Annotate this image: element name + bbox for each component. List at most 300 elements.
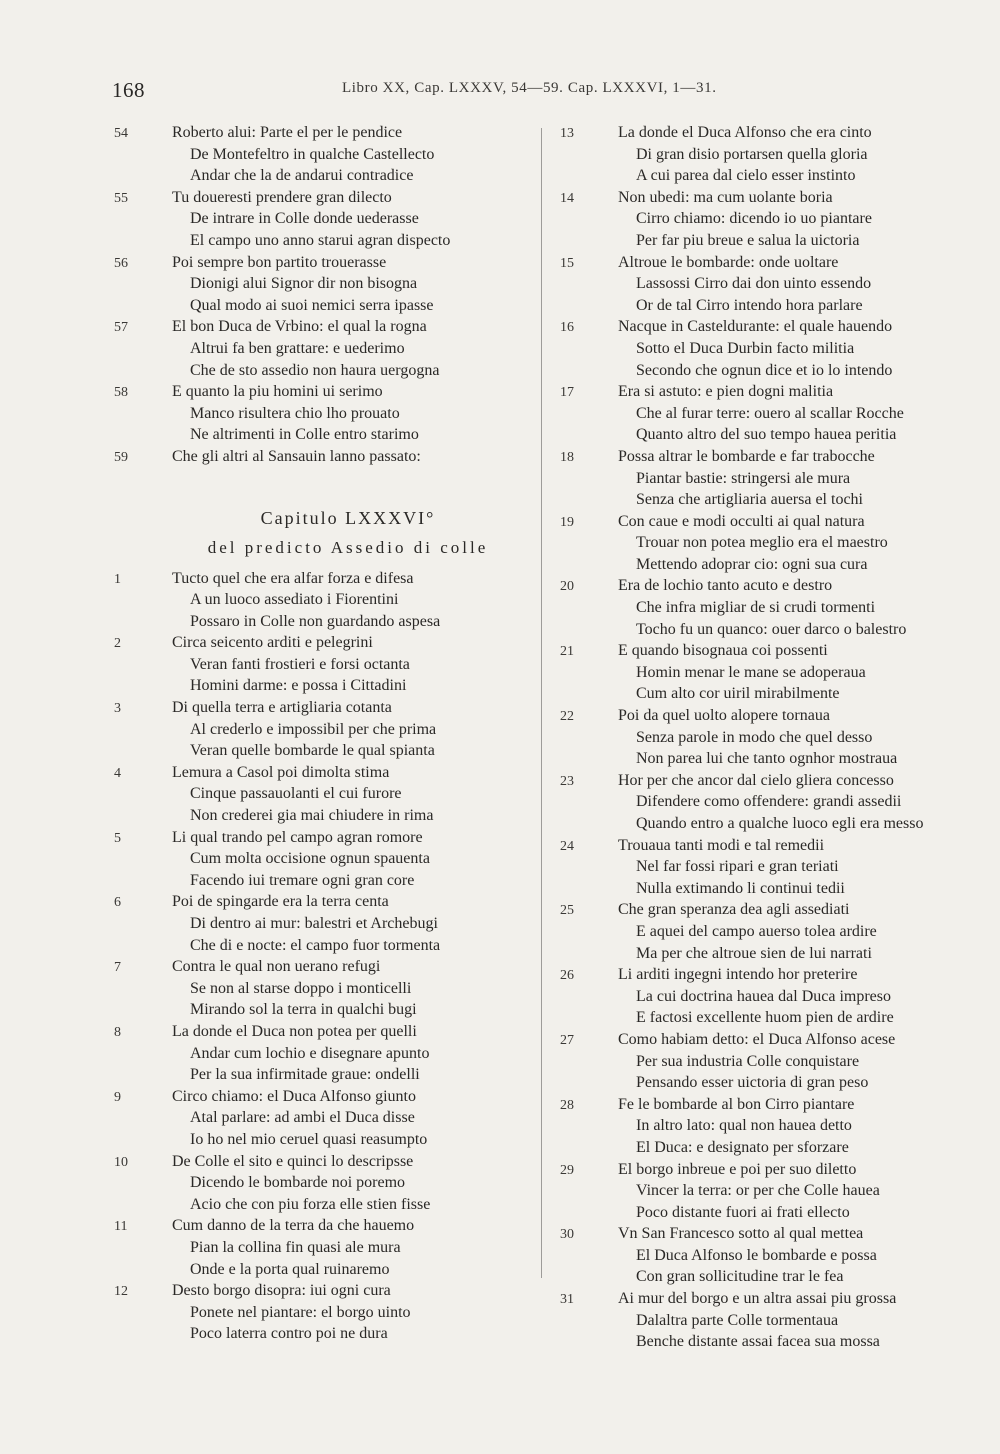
stanza-number: 55 (114, 190, 128, 206)
verse-text: La donde el Duca Alfonso che era cinto (618, 124, 872, 141)
verse-text: Ponete nel piantare: el borgo uinto (190, 1303, 411, 1321)
chapter-title: Capitulo LXXXVI° (260, 507, 436, 528)
verse-line (112, 232, 532, 254)
stanza-number: 25 (560, 903, 574, 919)
verse-text: A cui parea dal cielo esser instinto (636, 167, 856, 185)
verse-line (558, 664, 978, 686)
verse-line (112, 1066, 532, 1088)
verse-text: La cui doctrina hauea dal Duca impreso (636, 987, 891, 1005)
verse-line (112, 613, 532, 635)
stanza (112, 699, 532, 764)
verse-line (112, 340, 532, 362)
verse-text: Qual modo ai suoi nemici serra ipasse (190, 296, 434, 314)
verse-line (558, 793, 978, 815)
stanza (558, 577, 978, 642)
verse-text: Nel far fossi ripari e gran teriati (636, 858, 839, 876)
verse-text: Benche distante assai facea sua mossa (636, 1333, 880, 1351)
verse-line (112, 1174, 532, 1196)
verse-text: Cum alto cor uiril mirabilmente (636, 685, 840, 703)
verse-text: Dionigi alui Signor dir non bisogna (190, 275, 418, 293)
verse-text: Como habiam detto: el Duca Alfonso acese (618, 1030, 896, 1048)
stanza (558, 513, 978, 578)
verse-text: Che infra migliar de si crudi tormenti (636, 599, 876, 617)
stanza-number: 14 (560, 190, 574, 206)
stanza (112, 1023, 532, 1088)
verse-text: Con gran sollicitudine trar le fea (636, 1268, 844, 1286)
stanza-number: 56 (114, 255, 128, 271)
verse-text: Cinque passauolanti el cui furore (190, 785, 402, 803)
verse-line (558, 750, 978, 772)
verse-line (112, 146, 532, 168)
stanza-group-chapter-86 (112, 570, 532, 1347)
stanza (558, 1096, 978, 1161)
stanza-number: 24 (560, 838, 574, 854)
stanza-number: 15 (560, 255, 574, 271)
verse-line (558, 1053, 978, 1075)
verse-text: Ai mur del borgo e un altra assai piu grossa (618, 1290, 897, 1308)
verse-text: Difendere como offendere: grandi assedii (636, 793, 902, 811)
verse-text: Altroue le bombarde: onde uoltare (618, 253, 839, 271)
verse-line (558, 880, 978, 902)
verse-line (558, 901, 978, 923)
verse-text: Secondo che ognun dice et io lo intendo (636, 361, 893, 379)
verse-line (558, 1074, 978, 1096)
verse-text: E aquei del campo auerso tolea ardire (636, 922, 877, 940)
verse-line (112, 721, 532, 743)
stanza-number: 5 (114, 830, 121, 846)
verse-text: El Duca Alfonso le bombarde e possa (636, 1246, 877, 1264)
verse-text: Per la sua infirmitade graue: ondelli (190, 1066, 420, 1084)
verse-line (558, 1333, 978, 1355)
verse-line (558, 210, 978, 232)
verse-line (112, 785, 532, 807)
verse-line (112, 591, 532, 613)
verse-line (112, 1304, 532, 1326)
verse-line (112, 570, 532, 592)
stanza-number: 7 (114, 960, 121, 976)
stanza-number: 58 (114, 385, 128, 401)
verse-line (558, 1117, 978, 1139)
stanza (112, 893, 532, 958)
stanza (112, 124, 532, 189)
stanza (558, 707, 978, 772)
verse-text: Senza parole in modo che quel desso (636, 728, 873, 746)
stanza-number: 8 (114, 1024, 121, 1040)
verse-text: Homin menar le mane se adoperaua (636, 663, 866, 681)
verse-line (558, 254, 978, 276)
verse-text: Poi da quel uolto alopere tornaua (618, 707, 830, 725)
verse-line (112, 1001, 532, 1023)
verse-text: De intrare in Colle donde uederasse (190, 210, 419, 228)
stanza-number: 28 (560, 1097, 574, 1113)
verse-line (112, 699, 532, 721)
stanza (558, 1031, 978, 1096)
stanza-number: 17 (560, 385, 574, 401)
verse-text: Che de sto assedio non haura uergogna (190, 361, 440, 379)
verse-text: Possa altrar le bombarde e far trabocche (618, 447, 875, 465)
verse-text: Mettendo adoprar cio: ogni sua cura (636, 555, 868, 573)
stanza (112, 829, 532, 894)
verse-text: Se non al starse doppo i monticelli (190, 979, 412, 997)
stanza (558, 383, 978, 448)
page-number: 168 (112, 78, 145, 102)
verse-text: Non ubedi: ma cum uolante boria (618, 188, 833, 206)
stanza (112, 448, 532, 470)
verse-line (558, 621, 978, 643)
verse-text: Che gli altri al Sansauin lanno passato: (172, 447, 421, 465)
stanza (558, 642, 978, 707)
verse-line (558, 1204, 978, 1226)
stanza (558, 254, 978, 319)
verse-line (112, 189, 532, 211)
verse-text: Lemura a Casol poi dimolta stima (172, 763, 390, 781)
verse-text: Che gran speranza dea agli assediati (618, 901, 850, 919)
verse-text: Sotto el Duca Durbin facto militia (636, 339, 855, 357)
stanza-number: 27 (560, 1032, 574, 1048)
stanza (112, 1088, 532, 1153)
stanza (558, 966, 978, 1031)
verse-text: Non crederei gia mai chiudere in rima (190, 807, 434, 825)
verse-line (558, 945, 978, 967)
stanza-group-chapter-85 (112, 124, 532, 470)
stanza-number: 11 (114, 1219, 128, 1235)
verse-line (112, 807, 532, 829)
verse-text: Contra le qual non uerano refugi (172, 958, 381, 976)
verse-line (558, 383, 978, 405)
verse-text: Cum danno de la terra da che hauemo (172, 1217, 415, 1235)
verse-text: Con caue e modi occulti ai qual natura (618, 512, 865, 530)
verse-line (558, 232, 978, 254)
stanza-number: 4 (114, 765, 121, 781)
stanza-number: 18 (560, 449, 574, 465)
verse-line (558, 1096, 978, 1118)
verse-line (558, 491, 978, 513)
verse-text: Altrui fa ben grattare: e uederimo (190, 339, 405, 357)
verse-text: Facendo iui tremare ogni gran core (190, 871, 415, 889)
stanza-number: 1 (114, 571, 121, 587)
stanza (558, 901, 978, 966)
verse-line (558, 1225, 978, 1247)
verse-line (112, 383, 532, 405)
verse-text: Al crederlo e impossibil per che prima (190, 720, 437, 738)
verse-text: Che di e nocte: el campo fuor tormenta (190, 936, 441, 954)
verse-text: El campo uno anno starui agran dispecto (190, 231, 451, 249)
stanza (558, 772, 978, 837)
verse-text: Dalaltra parte Colle tormentaua (636, 1311, 839, 1329)
stanza-number: 23 (560, 773, 574, 789)
stanza-number: 59 (114, 449, 128, 465)
stanza-number: 57 (114, 320, 128, 336)
verse-line (558, 685, 978, 707)
chapter-heading (148, 508, 548, 562)
verse-line (112, 656, 532, 678)
stanza-number: 6 (114, 895, 121, 911)
stanza-number: 10 (114, 1154, 128, 1170)
verse-line (558, 1312, 978, 1334)
verse-text: Trouaua tanti modi e tal remedii (618, 836, 825, 854)
verse-text: Di gran disio portarsen quella gloria (636, 145, 868, 163)
verse-line (112, 1261, 532, 1283)
verse-line (558, 1290, 978, 1312)
verse-line (558, 167, 978, 189)
verse-text: Andar cum lochio e disegnare apunto (190, 1044, 430, 1062)
verse-line (112, 829, 532, 851)
stanza (558, 189, 978, 254)
verse-text: Di quella terra e artigliaria cotanta (172, 699, 392, 717)
stanza-number: 31 (560, 1292, 574, 1308)
stanza-number: 2 (114, 636, 121, 652)
verse-line (112, 634, 532, 656)
running-head: Libro XX, Cap. LXXXV, 54—59. Cap. LXXXVI, 1—31. (342, 80, 717, 96)
verse-text: El Duca: e designato per sforzare (636, 1138, 849, 1156)
verse-line (112, 1239, 532, 1261)
verse-text: Andar che la de andarui contradice (190, 167, 414, 185)
verse-line (112, 318, 532, 340)
verse-line (558, 124, 978, 146)
verse-line (112, 254, 532, 276)
verse-line (558, 189, 978, 211)
verse-line (558, 1139, 978, 1161)
stanza (112, 189, 532, 254)
verse-line (558, 966, 978, 988)
verse-line (558, 1268, 978, 1290)
verse-line (558, 556, 978, 578)
verse-text: Nulla extimando li continui tedii (636, 879, 845, 897)
stanza-number: 13 (560, 126, 574, 141)
stanza (112, 318, 532, 383)
stanza (558, 1290, 978, 1355)
stanza (112, 764, 532, 829)
verse-text: Homini darme: e possa i Cittadini (190, 677, 407, 695)
stanza-number: 9 (114, 1089, 121, 1105)
stanza-number: 21 (560, 644, 574, 660)
verse-line (558, 513, 978, 535)
column-divider (541, 128, 542, 1278)
verse-line (558, 275, 978, 297)
verse-line (112, 915, 532, 937)
verse-line (558, 923, 978, 945)
verse-line (558, 772, 978, 794)
stanza-group-chapter-86-continued (558, 124, 978, 1355)
stanza (112, 958, 532, 1023)
verse-text: Pian la collina fin quasi ale mura (190, 1238, 401, 1256)
stanza-number: 30 (560, 1227, 574, 1243)
verse-line (112, 1217, 532, 1239)
verse-line (112, 1131, 532, 1153)
verse-line (558, 815, 978, 837)
verse-text: Li qual trando pel campo agran romore (172, 828, 423, 846)
verse-line (558, 1161, 978, 1183)
stanza-number: 16 (560, 320, 574, 336)
stanza (558, 124, 978, 189)
verse-line (558, 858, 978, 880)
verse-line (112, 167, 532, 189)
verse-text: Trouar non potea meglio era el maestro (636, 534, 888, 552)
verse-text: Per sua industria Colle conquistare (636, 1052, 860, 1070)
verse-text: Poi de spingarde era la terra centa (172, 893, 389, 911)
verse-text: El borgo inbreue e poi per suo diletto (618, 1160, 857, 1178)
verse-line (112, 764, 532, 786)
verse-text: Desto borgo disopra: iui ogni cura (172, 1282, 391, 1300)
verse-line (558, 297, 978, 319)
verse-line (112, 275, 532, 297)
verse-line (558, 448, 978, 470)
verse-line (112, 958, 532, 980)
verse-line (558, 577, 978, 599)
verse-text: Circo chiamo: el Duca Alfonso giunto (172, 1087, 416, 1105)
verse-line (558, 988, 978, 1010)
verse-line (112, 980, 532, 1002)
verse-line (112, 426, 532, 448)
verse-line (112, 872, 532, 894)
verse-text: Roberto alui: Parte el per le pendice (172, 124, 403, 141)
left-column (112, 124, 532, 1347)
stanza (112, 1153, 532, 1218)
verse-text: Per far piu breue e salua la uictoria (636, 231, 860, 249)
verse-text: Ma per che altroue sien de lui narrati (636, 944, 872, 962)
verse-text: Pensando esser uictoria di gran peso (636, 1074, 869, 1092)
verse-text: Veran quelle bombarde le qual spianta (190, 742, 435, 760)
verse-line (112, 1282, 532, 1304)
verse-text: Lassossi Cirro dai don uinto essendo (636, 275, 872, 293)
verse-text: Mirando sol la terra in qualchi bugi (190, 1001, 417, 1019)
stanza-number: 3 (114, 701, 121, 717)
stanza-number: 29 (560, 1162, 574, 1178)
verse-text: In altro lato: qual non hauea detto (636, 1117, 852, 1135)
verse-text: Vn San Francesco sotto al qual mettea (618, 1225, 864, 1243)
verse-line (558, 707, 978, 729)
verse-text: Onde e la porta qual ruinaremo (190, 1260, 390, 1278)
verse-line (112, 937, 532, 959)
verse-text: Cirro chiamo: dicendo io uo piantare (636, 210, 872, 228)
verse-text: Tocho fu un quanco: ouer darco o balestro (636, 620, 907, 638)
verse-text: Poi sempre bon partito trouerasse (172, 253, 387, 271)
verse-line (112, 210, 532, 232)
verse-text: Tucto quel che era alfar forza e difesa (172, 569, 414, 587)
verse-line (558, 426, 978, 448)
stanza (112, 254, 532, 319)
verse-line (558, 1182, 978, 1204)
verse-text: Veran fanti frostieri e forsi octanta (190, 655, 410, 673)
verse-text: Or de tal Cirro intendo hora parlare (636, 296, 863, 314)
stanza (558, 837, 978, 902)
verse-line (112, 1196, 532, 1218)
verse-line (558, 340, 978, 362)
stanza-number: 12 (114, 1284, 128, 1300)
stanza (558, 1161, 978, 1226)
verse-text: Vincer la terra: or per che Colle hauea (636, 1182, 880, 1200)
verse-line (558, 534, 978, 556)
verse-text: Non parea lui che tanto ognhor mostraua (636, 750, 898, 768)
verse-line (558, 599, 978, 621)
verse-line (112, 1325, 532, 1347)
verse-line (112, 1153, 532, 1175)
verse-text: Possaro in Colle non guardando aspesa (190, 612, 441, 630)
stanza (112, 1217, 532, 1282)
verse-text: Era de lochio tanto acuto e destro (618, 577, 833, 595)
verse-text: Che al furar terre: ouero al scallar Rocche (636, 404, 904, 422)
verse-text: E quando bisognaua coi possenti (618, 642, 828, 660)
verse-text: A un luoco assediato i Fiorentini (190, 591, 399, 609)
verse-line (558, 318, 978, 340)
verse-text: Tu doueresti prendere gran dilecto (172, 188, 392, 206)
verse-text: Acio che con piu forza elle stien fisse (190, 1195, 431, 1213)
verse-line (558, 642, 978, 664)
verse-text: Cum molta occisione ognun spauenta (190, 850, 430, 868)
verse-text: El bon Duca de Vrbino: el qual la rogna (172, 318, 427, 336)
verse-line (558, 1247, 978, 1269)
verse-line (112, 124, 532, 146)
stanza (112, 570, 532, 635)
verse-text: Senza che artigliaria auersa el tochi (636, 491, 863, 509)
verse-line (112, 1088, 532, 1110)
verse-line (112, 405, 532, 427)
verse-text: Nacque in Casteldurante: el quale hauendo (618, 318, 893, 336)
verse-text: Quando entro a qualche luoco egli era messo (636, 815, 924, 832)
chapter-subtitle: del predicto Assedio di colle (207, 537, 489, 557)
stanza-number: 20 (560, 579, 574, 595)
verse-text: De Colle el sito e quinci lo descripsse (172, 1152, 414, 1170)
verse-text: Manco risultera chio lho prouato (190, 404, 400, 422)
verse-line (558, 729, 978, 751)
stanza (112, 383, 532, 448)
stanza (112, 1282, 532, 1347)
verse-text: Circa seicento arditi e pelegrini (172, 634, 373, 652)
verse-text: Quanto altro del suo tempo hauea peritia (636, 426, 897, 444)
verse-line (112, 893, 532, 915)
stanza (558, 448, 978, 513)
verse-line (558, 837, 978, 859)
verse-text: Dicendo le bombarde noi poremo (190, 1174, 406, 1192)
verse-line (558, 362, 978, 384)
stanza (558, 1225, 978, 1290)
verse-text: Poco laterra contro poi ne dura (190, 1325, 388, 1343)
verse-text: Era si astuto: e pien dogni malitia (618, 383, 834, 401)
verse-text: Hor per che ancor dal cielo gliera concesso (618, 771, 894, 789)
verse-line (112, 448, 532, 470)
verse-text: Di dentro ai mur: balestri et Archebugi (190, 915, 438, 932)
verse-line (558, 1009, 978, 1031)
verse-text: Ne altrimenti in Colle entro starimo (190, 426, 419, 444)
right-column (558, 124, 978, 1355)
verse-line (558, 405, 978, 427)
verse-text: Li arditi ingegni intendo hor preterire (618, 966, 858, 984)
verse-line (112, 677, 532, 699)
stanza-number: 26 (560, 968, 574, 984)
verse-text: E quanto la piu homini ui serimo (172, 383, 383, 401)
verse-line (112, 362, 532, 384)
verse-text: Fe le bombarde al bon Cirro piantare (618, 1095, 855, 1113)
stanza (558, 318, 978, 383)
verse-line (558, 470, 978, 492)
verse-text: De Montefeltro in qualche Castellecto (190, 145, 435, 163)
verse-line (112, 850, 532, 872)
verse-text: E factosi excellente huom pien de ardire (636, 1009, 894, 1027)
verse-text: Piantar bastie: stringersi ale mura (636, 469, 851, 487)
verse-line (112, 1045, 532, 1067)
verse-line (112, 742, 532, 764)
verse-text: Io ho nel mio ceruel quasi reasumpto (190, 1130, 428, 1148)
stanza-number: 22 (560, 709, 574, 725)
stanza-number: 19 (560, 514, 574, 530)
verse-line (112, 1023, 532, 1045)
verse-text: La donde el Duca non potea per quelli (172, 1022, 417, 1040)
verse-text: Poco distante fuori ai frati ellecto (636, 1203, 850, 1221)
verse-line (112, 1109, 532, 1131)
verse-line (112, 297, 532, 319)
verse-text: Atal parlare: ad ambi el Duca disse (190, 1109, 415, 1127)
stanza-number: 54 (114, 126, 128, 141)
